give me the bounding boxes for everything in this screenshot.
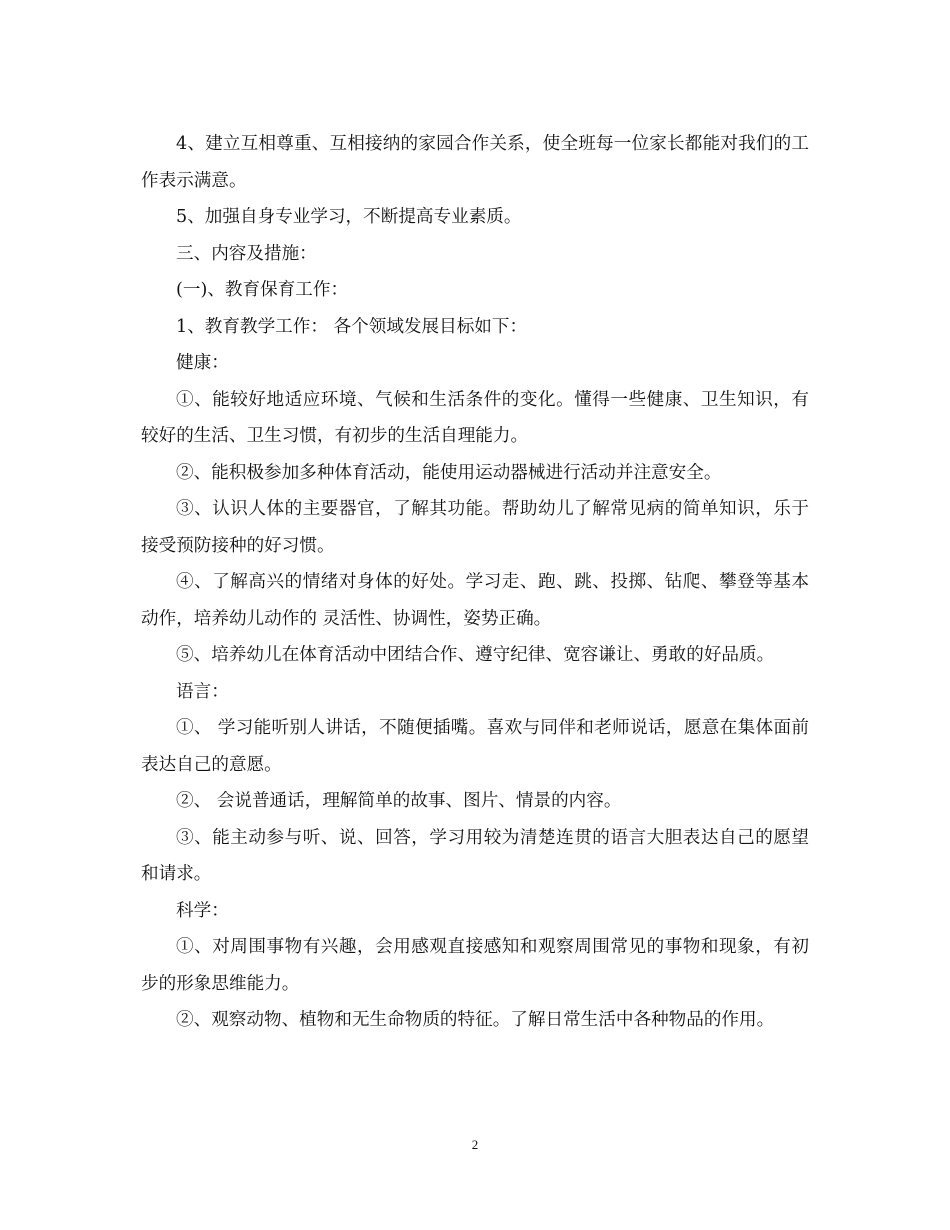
list-item: ②、 会说普通话，理解简单的故事、图片、情景的内容。 bbox=[176, 791, 622, 811]
section-heading: 三、内容及措施： bbox=[176, 243, 317, 264]
list-item: ④、了解高兴的情绪对身体的好处。学习走、跑、跳、投掷、钻爬、攀登等基本动作，培养幼儿动作的 灵活性、协调性，姿势正确。 bbox=[141, 572, 809, 629]
paragraph: 1、教育教学工作： 各个领域发展目标如下： bbox=[176, 316, 528, 337]
list-item: ⑤、培养幼儿在体育活动中团结合作、遵守纪律、宽容谦让、勇敢的好品质。 bbox=[176, 645, 775, 665]
list-item: ②、观察动物、植物和无生命物质的特征。了解日常生活中各种物品的作用。 bbox=[176, 1010, 775, 1030]
list-item: ①、 学习能听别人讲话，不随便插嘴。喜欢与同伴和老师说话，愿意在集体面前表达自己的意愿。 bbox=[141, 718, 809, 775]
paragraph: 5、加强自身专业学习，不断提高专业素质。 bbox=[176, 207, 522, 227]
subsection-heading: (一)、教育保育工作： bbox=[176, 280, 349, 300]
page-number: 2 bbox=[471, 1137, 479, 1152]
list-item: ①、能较好地适应环境、气候和生活条件的变化。懂得一些健康、卫生知识，有较好的生活、卫生习惯，有初步的生活自理能力。 bbox=[141, 389, 809, 446]
document-body bbox=[141, 126, 809, 1039]
paragraph: 4、建立互相尊重、互相接纳的家园合作关系，使全班每一位家长都能对我们的工作表示满意。 bbox=[141, 134, 809, 191]
category-heading-science: 科学： bbox=[176, 900, 229, 921]
list-item: ③、认识人体的主要器官，了解其功能。帮助幼儿了解常见病的简单知识，乐于接受预防接种的好习惯。 bbox=[141, 499, 809, 556]
category-heading-health: 健康： bbox=[176, 353, 229, 373]
category-heading-language: 语言： bbox=[176, 681, 229, 702]
list-item: ①、对周围事物有兴趣，会用感观直接感知和观察周围常见的事物和现象，有初步的形象思维能力。 bbox=[141, 937, 809, 994]
list-item: ②、能积极参加多种体育活动，能使用运动器械进行活动并注意安全。 bbox=[176, 462, 722, 483]
list-item: ③、能主动参与听、说、回答，学习用较为清楚连贯的语言大胆表达自己的愿望和请求。 bbox=[141, 827, 809, 884]
